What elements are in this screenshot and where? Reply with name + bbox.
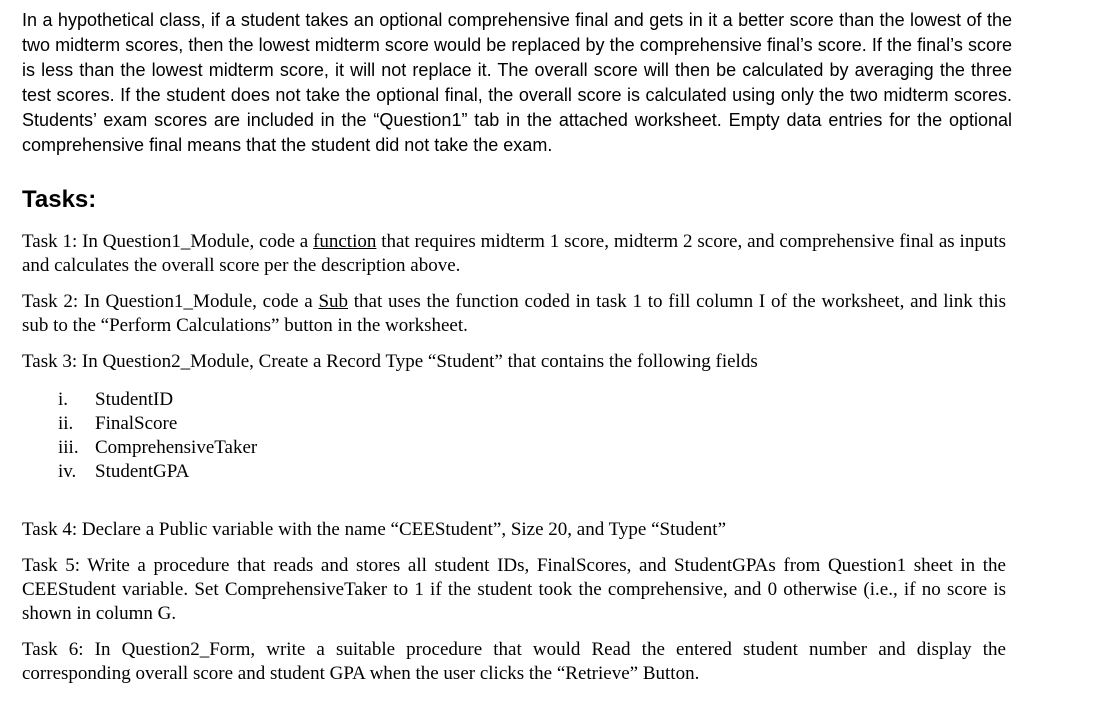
list-item: [58, 412, 257, 436]
list-item-number: i.: [58, 389, 69, 410]
list-item-label: ComprehensiveTaker: [95, 437, 258, 458]
task-1-function-term: function: [313, 231, 377, 252]
task-4: Task 4: Declare a Public variable with the name “CEEStudent”, Size 20, and Type “Student”: [22, 519, 727, 540]
list-item-label: StudentID: [95, 389, 174, 410]
list-item-label: StudentGPA: [95, 461, 190, 482]
list-item: [58, 388, 257, 412]
list-item: [58, 460, 257, 484]
task-3: Task 3: In Question2_Module, Create a Record Type “Student” that contains the following fields: [22, 351, 758, 372]
task-2-text-end: that uses the function coded in task 1 to fill column I of the worksheet, and link this sub to the “Perform Calculations” button in the worksheet.: [22, 291, 1006, 336]
list-item-number: iii.: [58, 437, 79, 458]
task-2: [22, 290, 1006, 338]
task-5: Task 5: Write a procedure that reads and stores all student IDs, FinalScores, and StudentGPAs from Question1 sheet in the CEEStudent variable. Set ComprehensiveTaker to 1 if the student took the comprehensive, and 0 otherwise (i.e., if no score is shown in column G.: [22, 555, 1006, 624]
intro-paragraph: In a hypothetical class, if a student takes an optional comprehensive final and gets in it a better score than the lowest of the two midterm scores, then the lowest midterm score would be replaced by the comprehensive final’s score. If the final’s score is less than the lowest midterm score, it will not replace it. The overall score will then be calculated by averaging the three test scores. If the student does not take the optional final, the overall score is calculated using only the two midterm scores. Students’ exam scores are included in the “Question1” tab in the attached worksheet. Empty data entries for the optional comprehensive final means that the student did not take the exam.: [22, 10, 1012, 155]
task-1-text-start: Task 1: In Question1_Module, code a: [22, 231, 314, 252]
task-2-text-start: Task 2: In Question1_Module, code a: [22, 291, 319, 312]
record-fields-list: [58, 388, 257, 484]
task-1: [22, 230, 1006, 278]
list-item-number: iv.: [58, 461, 77, 482]
task-2-sub-term: Sub: [318, 291, 349, 312]
tasks-heading: Tasks:: [22, 186, 97, 213]
task-1-text-end: that requires midterm 1 score, midterm 2 score, and comprehensive final as inputs and calculates the overall score per the description above.: [22, 231, 1006, 276]
list-item: [58, 436, 257, 460]
list-item-label: FinalScore: [95, 413, 178, 434]
list-item-number: ii.: [58, 413, 74, 434]
task-6: Task 6: In Question2_Form, write a suitable procedure that would Read the entered student number and display the corresponding overall score and student GPA when the user clicks the “Retrieve” Button.: [22, 639, 1006, 684]
